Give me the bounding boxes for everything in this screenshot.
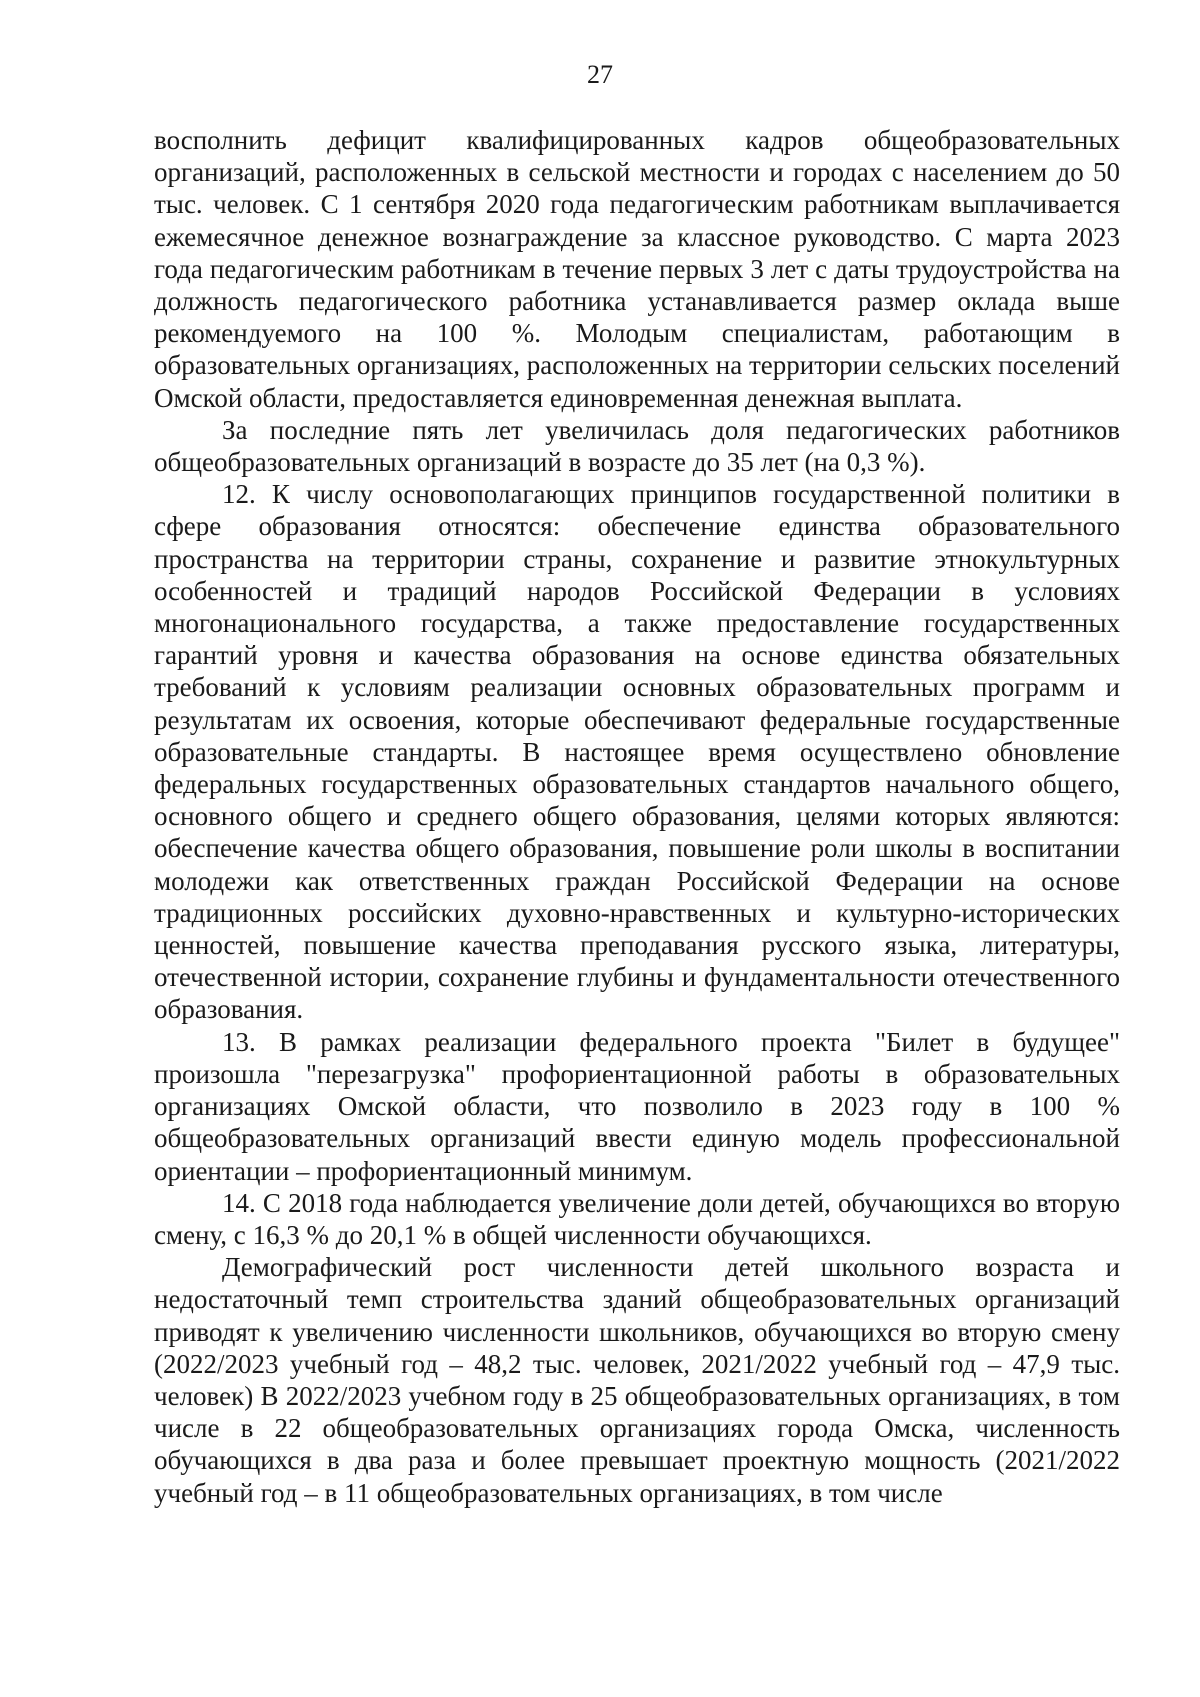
- paragraph-item-14: 14. С 2018 года наблюдается увеличение доли детей, обучающихся во вторую смену, с 16,3 % до 20,1 % в общей численности обучающихся.: [154, 1187, 1120, 1250]
- paragraph-demographic-growth: Демографический рост численности детей школьного возраста и недостаточный темп строительства зданий общеобразовательных организаций приводят к увеличению численности школьников, обучающихся во вторую смену (2022/2023 учебный год – 48,2 тыс. человек, 2021/2022 учебный год – 47,9 тыс. человек) В 2022/2023 учебном году в 25 общеобразовательных организациях, в том числе в 22 общеобразовательных организациях города Омска, численность обучающихся в два раза и более превышает проектную мощность (2021/2022 учебный год – в 11 общеобразовательных организациях, в том числе: [154, 1252, 1120, 1508]
- paragraph-continuation: восполнить дефицит квалифицированных кадров общеобразовательных организаций, расположенных в сельской местности и городах с населением до 50 тыс. человек. С 1 сентября 2020 года педагогическим работникам выплачивается ежемесячное денежное вознаграждение за классное руководство. С марта 2023 года педагогическим работникам в течение первых 3 лет с даты трудоустройства на должность педагогического работника устанавливается размер оклада выше рекомендуемого на 100 %. Молодым специалистам, работающим в образовательных организациях, расположенных на территории сельских поселений Омской области, предоставляется единовременная денежная выплата.: [154, 125, 1120, 413]
- page-number: 27: [587, 60, 613, 89]
- paragraph-item-13: 13. В рамках реализации федерального проекта "Билет в будущее" произошла "перезагрузка" профориентационной работы в образовательных организациях Омской области, что позволило в 2023 году в 100 % общеобразовательных организаций ввести единую модель профессиональной ориентации – профориентационный минимум.: [154, 1026, 1120, 1186]
- document-body: [154, 124, 1120, 1509]
- paragraph-young-teachers-share: За последние пять лет увеличилась доля педагогических работников общеобразовательных организаций в возрасте до 35 лет (на 0,3 %).: [154, 414, 1120, 478]
- paragraph-item-12: 12. К числу основополагающих принципов государственной политики в сфере образования относятся: обеспечение единства образовательного пространства на территории страны, сохранение и развитие этнокультурных особенностей и традиций народов Российской Федерации в условиях многонационального государства, а также предоставление государственных гарантий уровня и качества образования на основе единства обязательных требований к условиям реализации основных образовательных программ и результатам их освоения, которые обеспечивают федеральные государственные образовательные стандарты. В настоящее время осуществлено обновление федеральных государственных образовательных стандартов начального общего, основного общего и среднего общего образования, целями которых являются: обеспечение качества общего образования, повышение роли школы в воспитании молодежи как ответственных граждан Российской Федерации на основе традиционных российских духовно-нравственных и культурно-исторических ценностей, повышение качества преподавания русского языка, литературы, отечественной истории, сохранение глубины и фундаментальности отечественного образования.: [154, 479, 1120, 1025]
